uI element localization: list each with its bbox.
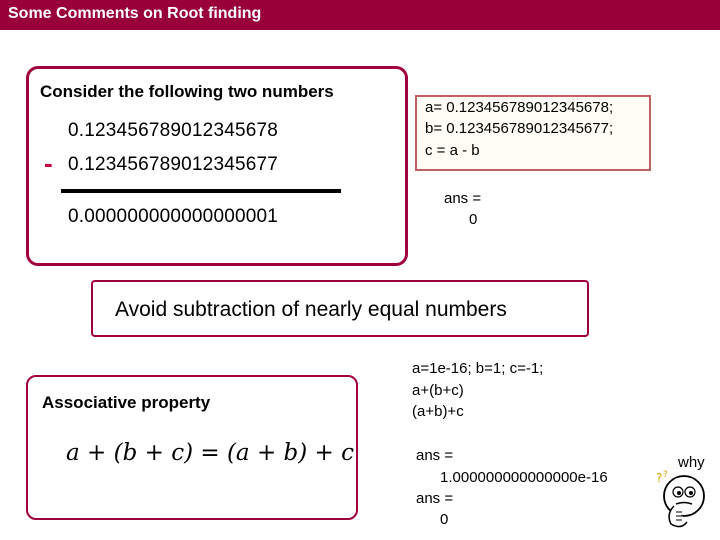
- output-2-value-1: 1.000000000000000e-16: [440, 469, 608, 486]
- number-b: 0.123456789012345677: [68, 154, 279, 175]
- svg-text:?: ?: [656, 471, 663, 485]
- output-1-label: ans =: [444, 190, 482, 207]
- title-bar: [0, 0, 720, 30]
- code-line-b: b= 0.123456789012345677;: [425, 120, 614, 137]
- output-1-value: 0: [469, 211, 478, 228]
- callout-text: Avoid subtraction of nearly equal numbers: [115, 298, 507, 321]
- output-2-label-2: ans =: [416, 490, 454, 507]
- output-2-label-1: ans =: [416, 447, 454, 464]
- subtraction-heading: Consider the following two numbers: [40, 82, 334, 101]
- subtraction-rule: [61, 189, 341, 193]
- associative-heading: Associative property: [42, 393, 211, 412]
- slide-title: Some Comments on Root finding: [8, 5, 262, 22]
- why-caption: why: [678, 454, 705, 471]
- code-2-line-1: a=1e-16; b=1; c=-1;: [412, 360, 544, 377]
- code-line-c: c = a - b: [425, 142, 480, 159]
- subtraction-result: 0.000000000000000001: [68, 206, 279, 227]
- number-a: 0.123456789012345678: [68, 120, 279, 141]
- associative-formula: a + (b + c) = (a + b) + c: [66, 440, 354, 466]
- svg-text:?: ?: [663, 470, 668, 480]
- code-2-line-2: a+(b+c): [412, 382, 464, 399]
- output-2-value-2: 0: [440, 511, 449, 528]
- code-line-a: a= 0.123456789012345678;: [425, 99, 614, 116]
- thinking-face-icon: [654, 462, 714, 532]
- code-2-line-3: (a+b)+c: [412, 403, 464, 420]
- minus-sign: -: [44, 148, 53, 178]
